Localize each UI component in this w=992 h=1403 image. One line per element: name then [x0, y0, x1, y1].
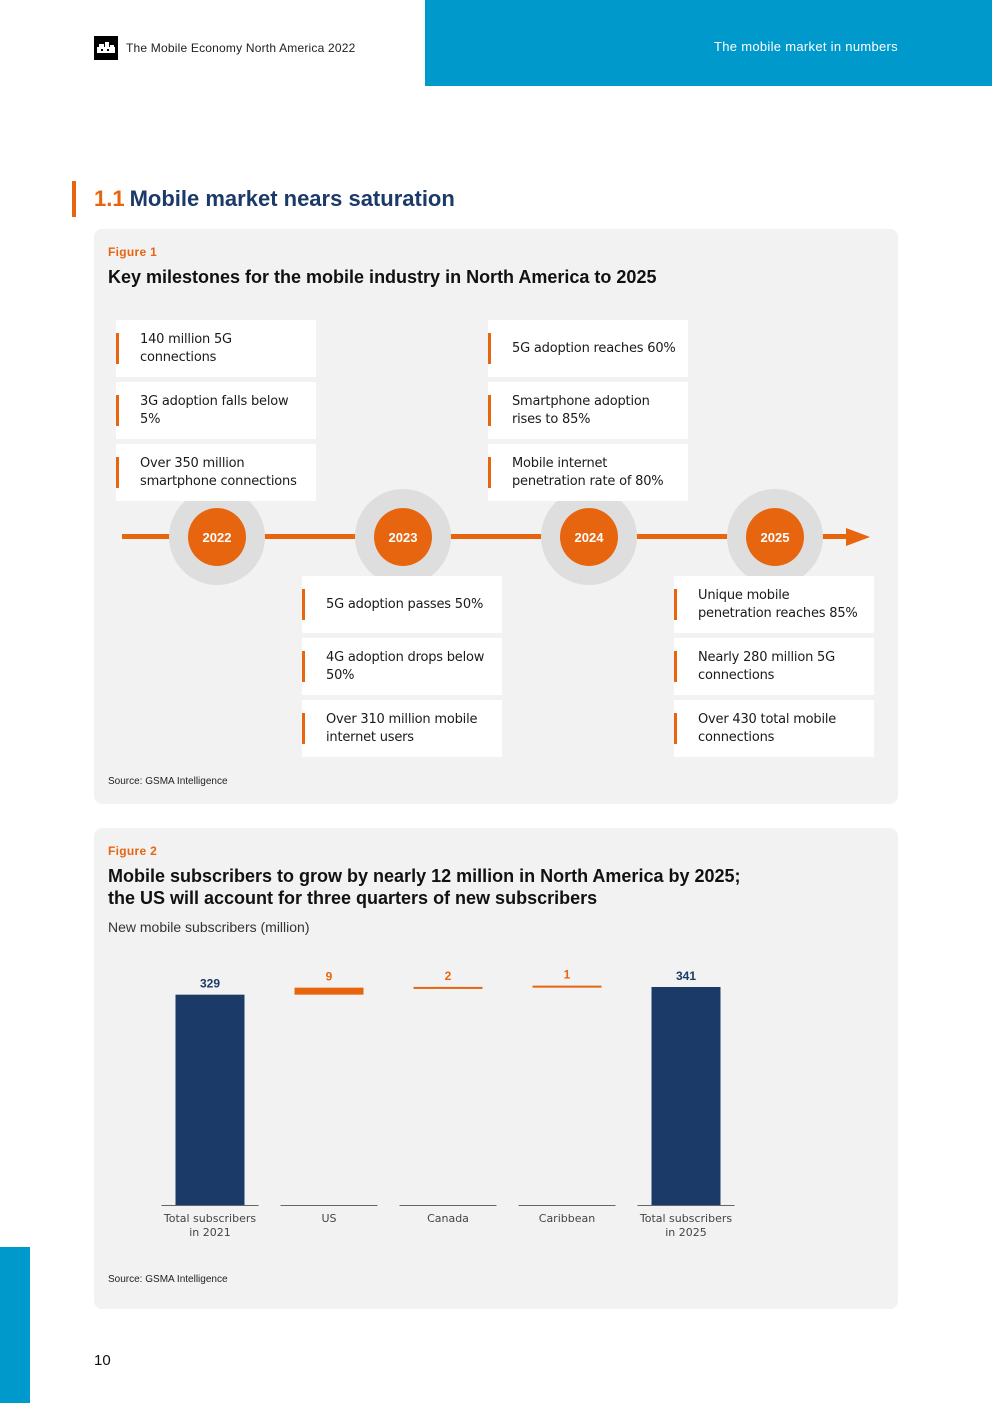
milestone-box [488, 320, 688, 377]
section-accent-bar [72, 181, 76, 217]
milestone-box [116, 320, 316, 377]
waterfall-chart [94, 828, 898, 1268]
milestone-box [302, 576, 502, 633]
report-title: The Mobile Economy North America 2022 [126, 41, 356, 55]
milestone-text: 4G adoption drops below 50% [326, 649, 485, 683]
year-marker-2023 [355, 489, 451, 585]
milestone-text: Over 350 million smartphone connections [140, 455, 297, 489]
category-label: Total subscribers [639, 1212, 733, 1225]
milestone-box [116, 382, 316, 439]
milestone-box [302, 638, 502, 695]
milestone-accent [302, 651, 305, 682]
milestone-text: 140 million 5G connections [140, 331, 232, 365]
category-label: in 2025 [665, 1226, 707, 1239]
report-header [94, 36, 356, 60]
milestone-text: Over 310 million mobile internet users [326, 711, 478, 745]
milestone-text: 5G adoption reaches 60% [512, 340, 676, 356]
milestone-box [674, 576, 874, 633]
year-label: 2023 [374, 508, 432, 566]
figure-1-label: Figure 1 [108, 245, 158, 259]
milestone-box [674, 700, 874, 757]
chart-bar [652, 987, 721, 1205]
milestone-accent [116, 395, 119, 426]
figure-1-source: Source: GSMA Intelligence [108, 776, 228, 787]
milestone-accent [116, 457, 119, 488]
figure-2-label: Figure 2 [108, 844, 158, 858]
milestone-accent [488, 395, 491, 426]
page-number: 10 [94, 1352, 111, 1369]
figure-2-title-line-2: the US will account for three quarters of new subscribers [108, 888, 598, 908]
milestone-accent [302, 589, 305, 620]
milestone-accent [488, 457, 491, 488]
section-number: 1.1 [94, 186, 125, 211]
figure-2-subtitle: New mobile subscribers (million) [108, 919, 310, 935]
year-label: 2022 [188, 508, 246, 566]
milestone-text: Smartphone adoption rises to 85% [512, 393, 650, 427]
section-tab-band [425, 0, 992, 86]
year-label: 2024 [560, 508, 618, 566]
milestone-box [674, 638, 874, 695]
chart-bar [176, 995, 245, 1205]
data-label: 341 [675, 969, 697, 983]
section-tab-label: The mobile market in numbers [714, 39, 898, 54]
figure-1-panel [94, 229, 898, 804]
figure-1-title: Key milestones for the mobile industry in North America to 2025 [108, 267, 657, 287]
gsma-logo-icon [94, 36, 118, 60]
milestone-text: 5G adoption passes 50% [326, 596, 484, 612]
milestone-text: 3G adoption falls below 5% [140, 393, 289, 427]
category-label: in 2021 [189, 1226, 231, 1239]
figure-2-source: Source: GSMA Intelligence [108, 1274, 228, 1285]
data-label: 2 [444, 968, 452, 983]
section-title: Mobile market nears saturation [129, 186, 455, 211]
page-edge-tab [0, 1247, 30, 1403]
timeline-arrow-icon [846, 528, 870, 546]
milestone-text: Nearly 280 million 5G connections [698, 649, 835, 683]
year-label: 2025 [746, 508, 804, 566]
data-label: 1 [563, 967, 571, 982]
milestone-text: Over 430 total mobile connections [698, 711, 837, 745]
chart-bar [414, 987, 483, 989]
chart-bar [295, 988, 364, 995]
milestone-accent [116, 333, 119, 364]
figure-2-panel [94, 828, 898, 1309]
milestone-accent [302, 713, 305, 744]
category-label: Canada [427, 1212, 469, 1225]
milestone-box [116, 444, 316, 501]
milestone-accent [488, 333, 491, 364]
data-label: 329 [199, 976, 221, 991]
data-label: 9 [325, 969, 333, 984]
milestone-text: Unique mobile penetration reaches 85% [698, 587, 858, 621]
milestone-accent [674, 713, 677, 744]
year-marker-2025 [727, 489, 823, 585]
milestone-text: Mobile internet penetration rate of 80% [512, 455, 664, 489]
category-label: Caribbean [538, 1212, 596, 1225]
year-marker-2024 [541, 489, 637, 585]
milestone-accent [674, 651, 677, 682]
milestone-box [488, 382, 688, 439]
milestone-accent [674, 589, 677, 620]
milestone-box [302, 700, 502, 757]
chart-bar [533, 986, 602, 988]
category-label: Total subscribers [163, 1212, 257, 1225]
section-heading [94, 186, 455, 212]
year-marker-2022 [169, 489, 265, 585]
figure-2-title-line-1: Mobile subscribers to grow by nearly 12 million in North America by 2025; [108, 866, 741, 886]
category-label: US [321, 1212, 337, 1225]
milestone-box [488, 444, 688, 501]
